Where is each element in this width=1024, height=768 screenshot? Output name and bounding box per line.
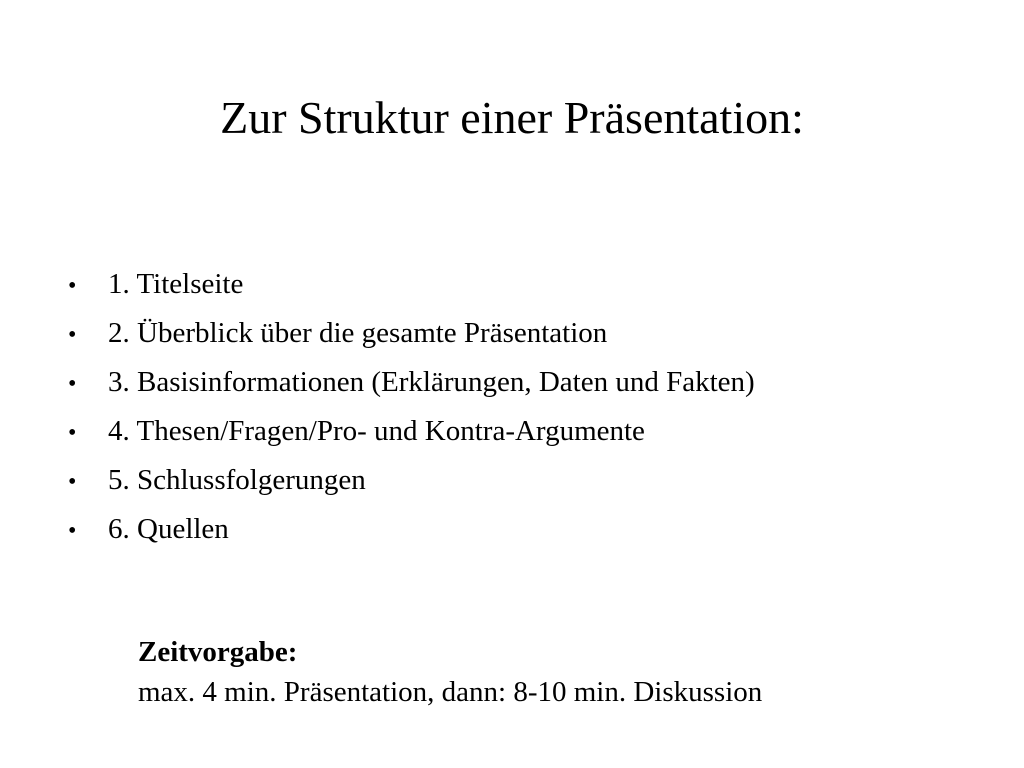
list-item-text: 1. Titelseite bbox=[108, 268, 244, 300]
list-item bbox=[68, 508, 755, 557]
list-item-text: 2. Überblick über die gesamte Präsentation bbox=[108, 317, 608, 349]
list-item bbox=[68, 263, 755, 312]
bullet-icon: • bbox=[68, 371, 77, 397]
structure-list bbox=[68, 263, 755, 557]
list-item bbox=[68, 361, 755, 410]
bullet-icon: • bbox=[68, 518, 77, 544]
bullet-icon: • bbox=[68, 420, 77, 446]
list-item-text: 5. Schlussfolgerungen bbox=[108, 464, 366, 496]
time-limit-note bbox=[138, 632, 762, 712]
list-item bbox=[68, 459, 755, 508]
list-item-text: 6. Quellen bbox=[108, 513, 229, 545]
bullet-icon: • bbox=[68, 273, 77, 299]
bullet-icon: • bbox=[68, 322, 77, 348]
list-item bbox=[68, 410, 755, 459]
list-item-text: 3. Basisinformationen (Erklärungen, Daten und Fakten) bbox=[108, 366, 755, 398]
bullet-icon: • bbox=[68, 469, 77, 495]
time-limit-text: max. 4 min. Präsentation, dann: 8-10 min. Diskussion bbox=[138, 676, 763, 708]
time-limit-heading: Zeitvorgabe: bbox=[138, 636, 298, 668]
list-item-text: 4. Thesen/Fragen/Pro- und Kontra-Argumente bbox=[108, 415, 645, 447]
slide-title: Zur Struktur einer Präsentation: bbox=[220, 92, 804, 143]
list-item bbox=[68, 312, 755, 361]
